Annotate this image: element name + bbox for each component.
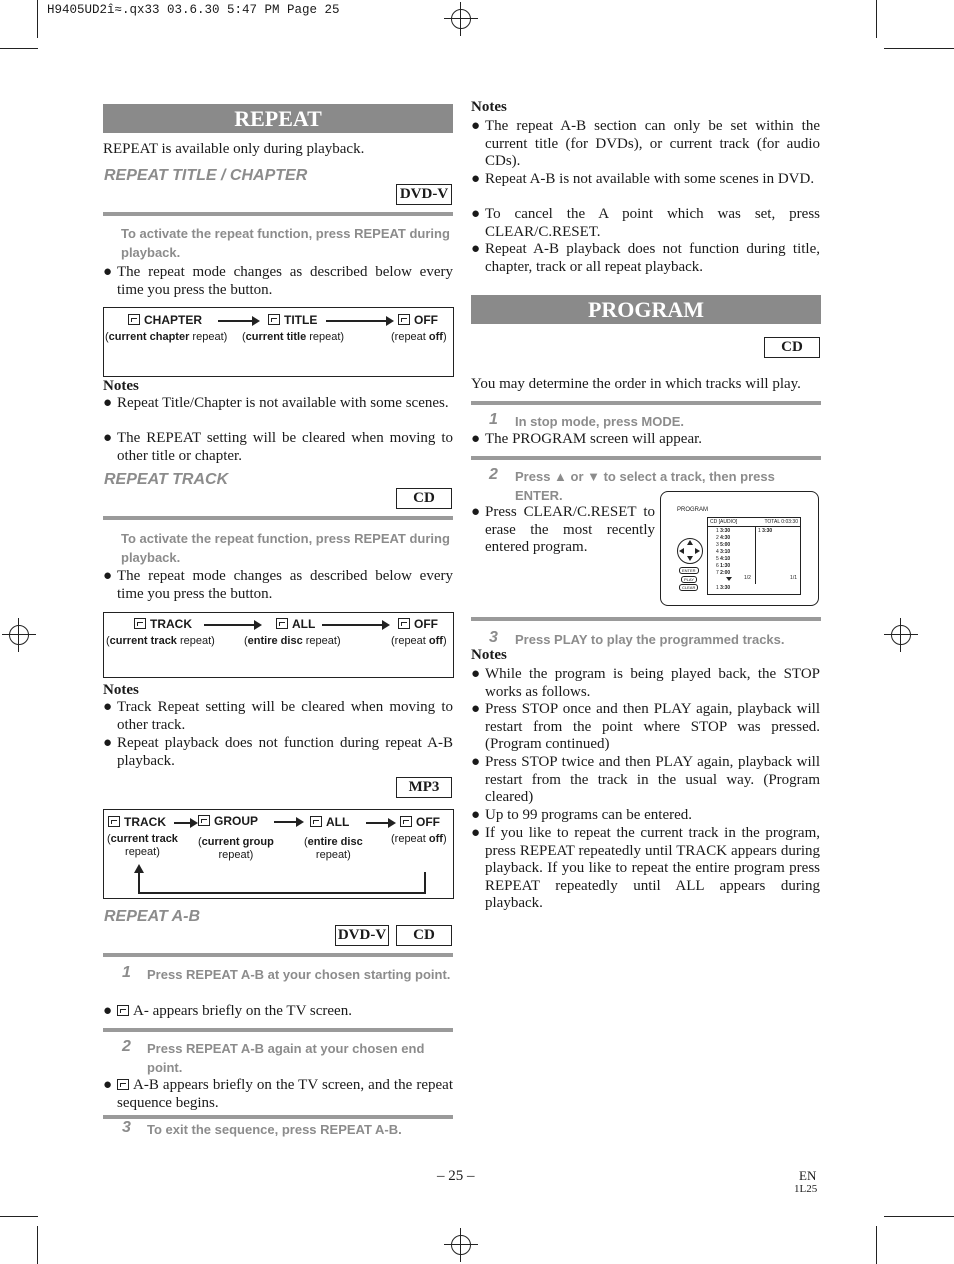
crop-mark: [884, 1216, 954, 1217]
note-item: ● Repeat A-B playback does not function during title, chapter, track or all repeat playback.: [471, 241, 820, 275]
repeat-icon: [310, 816, 322, 827]
step-number: 2: [489, 466, 498, 483]
note-item: ● Press STOP once and then PLAY again, playback will restart from the point where STOP was pressed. (Program continued): [471, 701, 820, 752]
arrow-icon: [204, 624, 260, 626]
instruction: Press ▲ or ▼ to select a track, then press ENTER.: [515, 469, 775, 503]
note-item: ● Repeat playback does not function during repeat A-B playback.: [103, 735, 453, 769]
diagram-sublabel: (repeat off): [391, 331, 447, 343]
repeat-icon: [400, 816, 412, 827]
diagram-label: GROUP: [198, 814, 258, 828]
instruction: To exit the sequence, press REPEAT A-B.: [147, 1122, 402, 1137]
diagram-label: CHAPTER: [128, 313, 202, 327]
bullet-item: ● The repeat mode changes as described below every time you press the button.: [103, 264, 453, 298]
diagram-label: TRACK: [134, 617, 192, 631]
repeat-banner: REPEAT: [103, 104, 453, 133]
instruction: In stop mode, press MODE.: [515, 414, 685, 429]
diagram-sublabel: (repeat off): [391, 635, 447, 647]
track-row: 4 3:10: [716, 549, 731, 555]
note-item: ● Repeat Title/Chapter is not available with some scenes.: [103, 395, 449, 411]
repeat-icon: [268, 314, 280, 325]
bottom-entry: 1 3:30: [716, 585, 731, 591]
note-item: ● Press STOP twice and then PLAY again, playback will restart from the track in the usual way. (Program cleared): [471, 754, 820, 805]
instruction: Press REPEAT A-B again at your chosen end point.: [147, 1041, 425, 1075]
bullet-item: ● A-B appears briefly on the TV screen, and the repeat sequence begins.: [103, 1077, 453, 1111]
clear-button-label: CLEAR: [679, 584, 698, 591]
bullet-item: ● A- appears briefly on the TV screen.: [103, 1003, 352, 1019]
registration-mark-icon: [2, 618, 36, 652]
instruction: To activate the repeat function, press REPEAT during playback.: [121, 226, 450, 260]
note-item: ● Up to 99 programs can be entered.: [471, 807, 693, 823]
mp3-tag: MP3: [396, 777, 452, 798]
repeat-intro: REPEAT is available only during playback.: [103, 141, 365, 157]
page-indicator: 1/2: [744, 575, 751, 581]
file-info: H9405UD2î≈.qx33 03.6.30 5:47 PM Page 25: [47, 3, 340, 17]
step-number: 1: [489, 411, 498, 428]
diagram-label: TRACK: [108, 815, 166, 829]
instruction: Press PLAY to play the programmed tracks.: [515, 632, 785, 647]
step-number: 3: [122, 1119, 131, 1136]
language-code: EN: [799, 1168, 817, 1183]
note-item: ● While the program is being played back, the STOP works as follows.: [471, 666, 820, 700]
dpad-icon: [677, 538, 703, 564]
arrow-icon: [218, 320, 258, 322]
crop-mark: [876, 0, 877, 38]
program-banner: PROGRAM: [471, 295, 821, 324]
note-item: ● Track Repeat setting will be cleared when moving to other track.: [103, 699, 453, 733]
section-rule: [471, 617, 821, 621]
section-rule: [103, 516, 453, 520]
program-entry: 1 3:30: [758, 528, 773, 534]
notes-label: Notes: [103, 378, 139, 394]
model-code: 1L25: [794, 1183, 818, 1195]
notes-label: Notes: [103, 682, 139, 698]
diagram-label: TITLE: [268, 313, 317, 327]
section-rule: [103, 953, 453, 957]
diagram-label: OFF: [400, 815, 440, 829]
repeat-icon: [117, 1079, 129, 1090]
track-list: [708, 526, 756, 584]
step-number: 2: [122, 1038, 131, 1055]
repeat-icon: [117, 1005, 129, 1016]
screen-panel: [707, 517, 801, 595]
dvd-v-tag: DVD-V: [396, 184, 452, 205]
screen-total: TOTAL 0:03:30: [764, 519, 798, 525]
bullet-item: ● Press CLEAR/C.RESET to erase the most recently entered program.: [471, 504, 655, 555]
screen-title: PROGRAM: [677, 507, 709, 513]
notes-label: Notes: [471, 99, 507, 115]
bullet-item: ● The PROGRAM screen will appear.: [471, 431, 703, 447]
diagram-sublabel: (repeat off): [391, 833, 447, 845]
arrow-icon: [274, 821, 302, 823]
diagram-sublabel: (current track repeat): [106, 635, 215, 647]
repeat-icon: [108, 816, 120, 827]
enter-button-label: ENTER: [679, 567, 699, 574]
section-rule: [103, 1115, 453, 1119]
section-rule: [103, 1028, 453, 1032]
step-number: 3: [489, 629, 498, 646]
play-button-label: PLAY: [681, 576, 697, 583]
diagram-sublabel: (current track repeat): [107, 833, 178, 858]
mp3-repeat-diagram: [103, 809, 454, 899]
repeat-icon: [398, 314, 410, 325]
registration-mark-icon: [444, 1228, 478, 1262]
crop-mark: [0, 1216, 38, 1217]
cd-tag: CD: [764, 337, 820, 358]
crop-mark: [0, 48, 38, 49]
repeat-track-heading: REPEAT TRACK: [104, 471, 229, 488]
note-item: ● If you like to repeat the current track in the program, press REPEAT repeatedly until TRACK appears during playback. If you like to repeat the entire program press REPEAT repeatedly until ALL appears during playback.: [471, 825, 820, 911]
section-rule: [103, 212, 453, 216]
arrow-icon: [322, 624, 388, 626]
track-row: 5 4:10: [716, 556, 731, 562]
page-indicator: 1/1: [790, 575, 797, 581]
loop-line: [138, 872, 426, 894]
track-row: 3 5:00: [716, 542, 731, 548]
diagram-sublabel: (current group repeat): [198, 836, 274, 861]
crop-mark: [876, 1226, 877, 1264]
instruction: Press REPEAT A-B at your chosen starting point.: [147, 967, 451, 982]
repeat-icon: [128, 314, 140, 325]
diagram-label: OFF: [398, 617, 438, 631]
registration-mark-icon: [884, 618, 918, 652]
arrow-up-icon: [134, 864, 144, 873]
diagram-label: ALL: [276, 617, 315, 631]
dvd-v-tag: DVD-V: [335, 925, 389, 946]
arrow-icon: [366, 822, 394, 824]
note-item: ● To cancel the A point which was set, press CLEAR/C.RESET.: [471, 206, 820, 240]
track-row: 7 2:00: [716, 570, 731, 576]
diagram-sublabel: (current title repeat): [242, 331, 345, 343]
program-intro: You may determine the order in which tracks will play.: [471, 376, 801, 392]
repeat-icon: [398, 618, 410, 629]
track-row: 1 3:30: [716, 528, 731, 534]
repeat-mode-diagram: [103, 307, 454, 377]
cd-tag: CD: [396, 488, 452, 509]
note-item: ● Repeat A-B is not available with some scenes in DVD.: [471, 171, 815, 187]
repeat-icon: [276, 618, 288, 629]
section-rule: [471, 456, 821, 460]
diagram-label: ALL: [310, 815, 349, 829]
arrow-icon: [174, 822, 196, 824]
repeat-icon: [134, 618, 146, 629]
note-item: ● The repeat A-B section can only be set within the current title (for DVDs), or current track (for audio CDs).: [471, 118, 820, 169]
cd-tag: CD: [396, 925, 452, 946]
diagram-label: OFF: [398, 313, 438, 327]
page-number: – 25 –: [437, 1168, 475, 1184]
repeat-title-chapter-heading: REPEAT TITLE / CHAPTER: [104, 167, 308, 184]
diagram-sublabel: (current chapter repeat): [105, 331, 228, 343]
instruction: To activate the repeat function, press REPEAT during playback.: [121, 531, 450, 565]
crop-mark: [37, 1226, 38, 1264]
diagram-sublabel: (entire disc repeat): [304, 836, 363, 861]
crop-mark: [884, 48, 954, 49]
note-item: ● The REPEAT setting will be cleared when moving to other title or chapter.: [103, 430, 453, 464]
repeat-track-diagram: [103, 612, 454, 678]
notes-label: Notes: [471, 647, 507, 663]
registration-mark-icon: [444, 2, 478, 36]
track-row: 2 4:30: [716, 535, 731, 541]
crop-mark: [37, 0, 38, 38]
track-row: 6 1:30: [716, 563, 731, 569]
chevron-down-icon: [726, 577, 732, 581]
repeat-ab-heading: REPEAT A-B: [104, 908, 200, 925]
screen-source: CD [AUDIO]: [710, 519, 738, 525]
arrow-icon: [326, 320, 392, 322]
repeat-icon: [198, 815, 210, 826]
program-screen-illustration: [660, 491, 819, 606]
section-rule: [471, 401, 821, 405]
diagram-sublabel: (entire disc repeat): [244, 635, 341, 647]
bullet-item: ● The repeat mode changes as described below every time you press the button.: [103, 568, 453, 602]
step-number: 1: [122, 964, 131, 981]
